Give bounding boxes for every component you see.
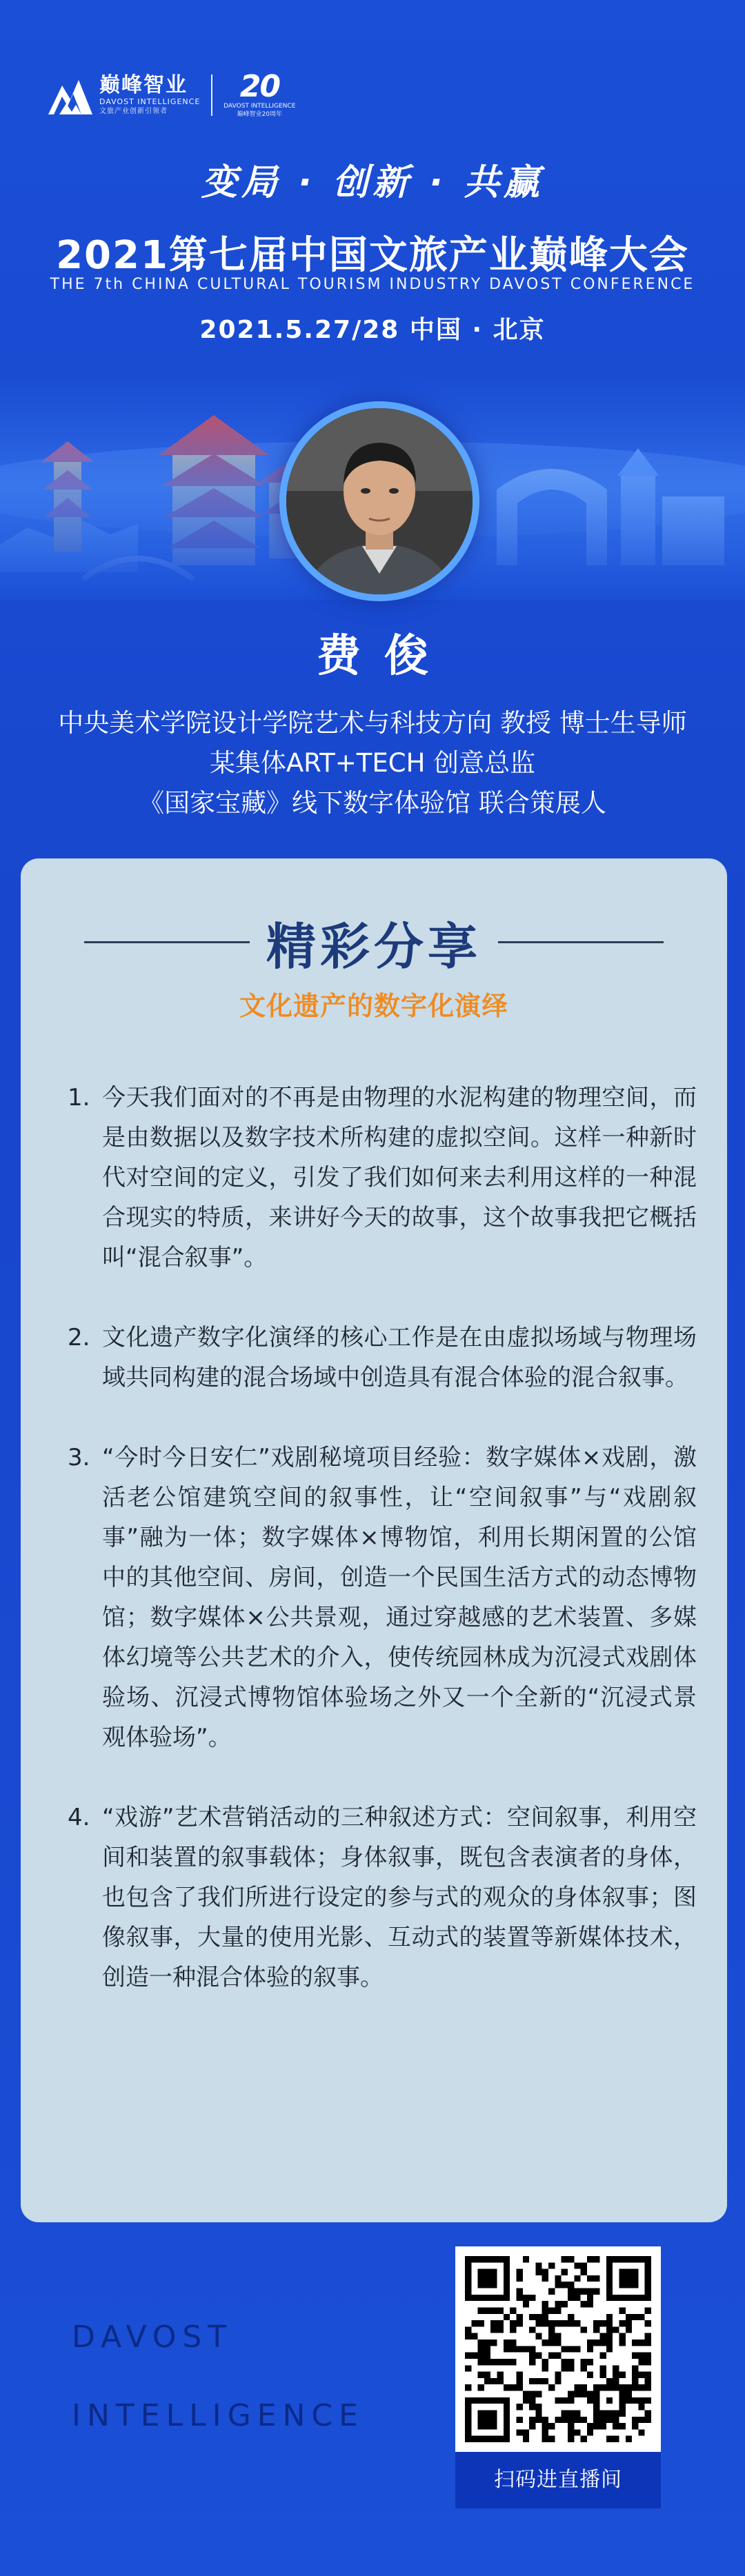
speaker-name: 费俊	[317, 631, 452, 682]
footer-davost-text: DAVOST	[72, 2320, 233, 2355]
point-number: 3.	[68, 1444, 90, 1471]
qr-code[interactable]	[455, 2246, 661, 2452]
key-points-list	[68, 1078, 697, 2037]
speaker-titles	[0, 703, 745, 823]
point-text: “戏游”艺术营销活动的三种叙述方式：空间叙事，利用空间和装置的叙事载体；身体叙事，既包含表演者的身体，也包含了我们所进行设定的参与式的观众的身体叙事；图像叙事，大量的使用光影、互动式的装置等新媒体技术，创造一种混合体验的叙事。	[102, 1804, 697, 1991]
speaker-title-line: 《国家宝藏》线下数字体验馆 联合策展人	[139, 788, 606, 818]
anniversary-number: 20	[239, 69, 279, 104]
speaker-title-line: 中央美术学院设计学院艺术与科技方向 教授 博士生导师	[58, 708, 687, 738]
speaker-title-line: 某集体ART+TECH 创意总监	[209, 748, 536, 778]
mountain-logo-icon	[47, 73, 94, 117]
card-title: 精彩分享	[266, 917, 481, 976]
list-item	[68, 1318, 697, 1398]
conference-date-location: 2021.5.27/28 中国 · 北京	[199, 316, 546, 344]
anniversary-en: DAVOST INTELLIGENCE	[223, 103, 296, 110]
point-text: “今时今日安仁”戏剧秘境项目经验：数字媒体×戏剧，激活老公馆建筑空间的叙事性，让“空间叙事”与“戏剧叙事”融为一体；数字媒体×博物馆，利用长期闲置的公馆中的其他空间、房间，创造一个民国生活方式的动态博物馆；数字媒体×公共景观，通过穿越感的艺术装置、多媒体幻境等公共艺术的介入，使传统园林成为沉浸式戏剧体验场、沉浸式博物馆体验场之外又一个全新的“沉浸式景观体验场”。	[102, 1444, 697, 1751]
speaker-avatar-frame	[279, 401, 479, 601]
anniversary-cn: 巅峰智业20周年	[237, 111, 283, 118]
footer-intelligence-text: INTELLIGENCE	[72, 2398, 364, 2433]
highlights-card	[21, 858, 727, 2222]
point-number: 4.	[68, 1804, 90, 1831]
point-text: 文化遗产数字化演绎的核心工作是在由虚拟场域与物理场域共同构建的混合场域中创造具有混合体验的混合叙事。	[102, 1324, 697, 1391]
point-text: 今天我们面对的不再是由物理的水泥构建的物理空间，而是由数据以及数字技术所构建的虚拟空间。这样一种新时代对空间的定义，引发了我们如何来去利用这样的一种混合现实的特质，来讲好今天的故事，这个故事我把它概括叫“混合叙事”。	[102, 1084, 697, 1271]
point-number: 1.	[68, 1084, 90, 1111]
logo-divider	[211, 74, 212, 116]
conference-title: 2021第七届中国文旅产业巅峰大会	[56, 233, 689, 278]
conference-title-en: THE 7th CHINA CULTURAL TOURISM INDUSTRY DAVOST CONFERENCE	[50, 276, 695, 293]
speaker-avatar	[286, 408, 473, 594]
logo-sub-text: 文旅产业创新引领者	[99, 108, 168, 115]
qr-label[interactable]: 扫码进直播间	[455, 2452, 661, 2508]
list-item	[68, 1078, 697, 1278]
list-item	[68, 1798, 697, 1998]
list-item	[68, 1438, 697, 1758]
qr-code-block[interactable]	[455, 2246, 661, 2508]
point-number: 2.	[68, 1324, 90, 1351]
brand-logo	[47, 68, 295, 123]
conference-slogan: 变局 · 创新 · 共赢	[201, 162, 544, 203]
logo-cn-text: 巅峰智业	[99, 73, 188, 97]
logo-en-text: DAVOST INTELLIGENCE	[99, 97, 201, 106]
card-subtitle: 文化遗产的数字化演绎	[239, 991, 508, 1021]
